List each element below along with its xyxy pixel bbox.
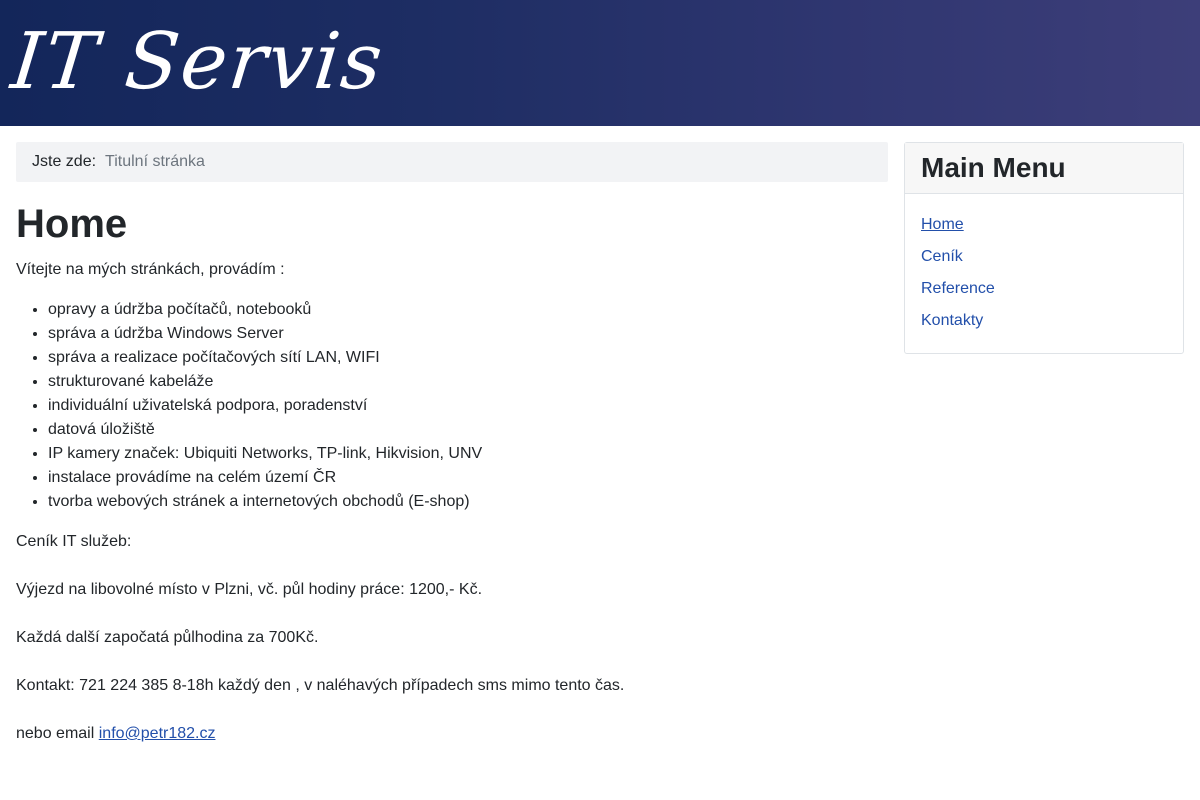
list-item: • individuální uživatelská podpora, poradenství bbox=[48, 394, 888, 418]
menu-item-home bbox=[921, 209, 1167, 241]
list-item: • instalace provádíme na celém území ČR bbox=[48, 466, 888, 490]
list-item: • opravy a údržba počítačů, notebooků bbox=[48, 298, 888, 322]
email-prefix: nebo email bbox=[16, 725, 95, 742]
pricing-extra: Každá další započatá půlhodina za 700Kč. bbox=[16, 629, 319, 646]
services-list bbox=[16, 298, 888, 514]
site-logo[interactable]: IT Servis bbox=[7, 17, 389, 107]
list-item: • strukturované kabeláže bbox=[48, 370, 888, 394]
main-menu-list bbox=[905, 194, 1183, 353]
contact-text: Kontakt: 721 224 385 8-18h každý den , v naléhavých případech sms mimo tento čas. bbox=[16, 677, 625, 694]
list-item: • IP kamery značek: Ubiquiti Networks, TP-link, Hikvision, UNV bbox=[48, 442, 888, 466]
main-menu-title: Main Menu bbox=[921, 152, 1066, 183]
menu-item-cenik bbox=[921, 241, 1167, 273]
list-item: • tvorba webových stránek a internetových obchodů (E-shop) bbox=[48, 490, 888, 514]
breadcrumb-current: Titulní stránka bbox=[105, 153, 205, 170]
email-line bbox=[16, 722, 888, 746]
main-menu-module bbox=[904, 142, 1184, 354]
list-item: • správa a realizace počítačových sítí LAN, WIFI bbox=[48, 346, 888, 370]
menu-link-home[interactable]: Home bbox=[921, 216, 964, 233]
site-header bbox=[0, 0, 1200, 126]
menu-link-kontakty[interactable]: Kontakty bbox=[921, 312, 984, 329]
breadcrumb bbox=[16, 142, 888, 182]
pricing-trip: Výjezd na libovolné místo v Plzni, vč. půl hodiny práce: 1200,- Kč. bbox=[16, 581, 483, 598]
intro-text: Vítejte na mých stránkách, provádím : bbox=[16, 261, 285, 278]
pricing-heading: Ceník IT služeb: bbox=[16, 533, 132, 550]
menu-item-reference bbox=[921, 273, 1167, 305]
main-content bbox=[16, 142, 888, 746]
breadcrumb-label: Jste zde: bbox=[32, 153, 97, 170]
menu-link-reference[interactable]: Reference bbox=[921, 280, 995, 297]
main-menu-header bbox=[905, 143, 1183, 194]
menu-item-kontakty bbox=[921, 305, 1167, 337]
list-item: • správa a údržba Windows Server bbox=[48, 322, 888, 346]
email-link[interactable]: info@petr182.cz bbox=[98, 725, 216, 742]
page-title: Home bbox=[16, 202, 128, 246]
menu-link-cenik[interactable]: Ceník bbox=[921, 248, 963, 265]
list-item: • datová úložiště bbox=[48, 418, 888, 442]
